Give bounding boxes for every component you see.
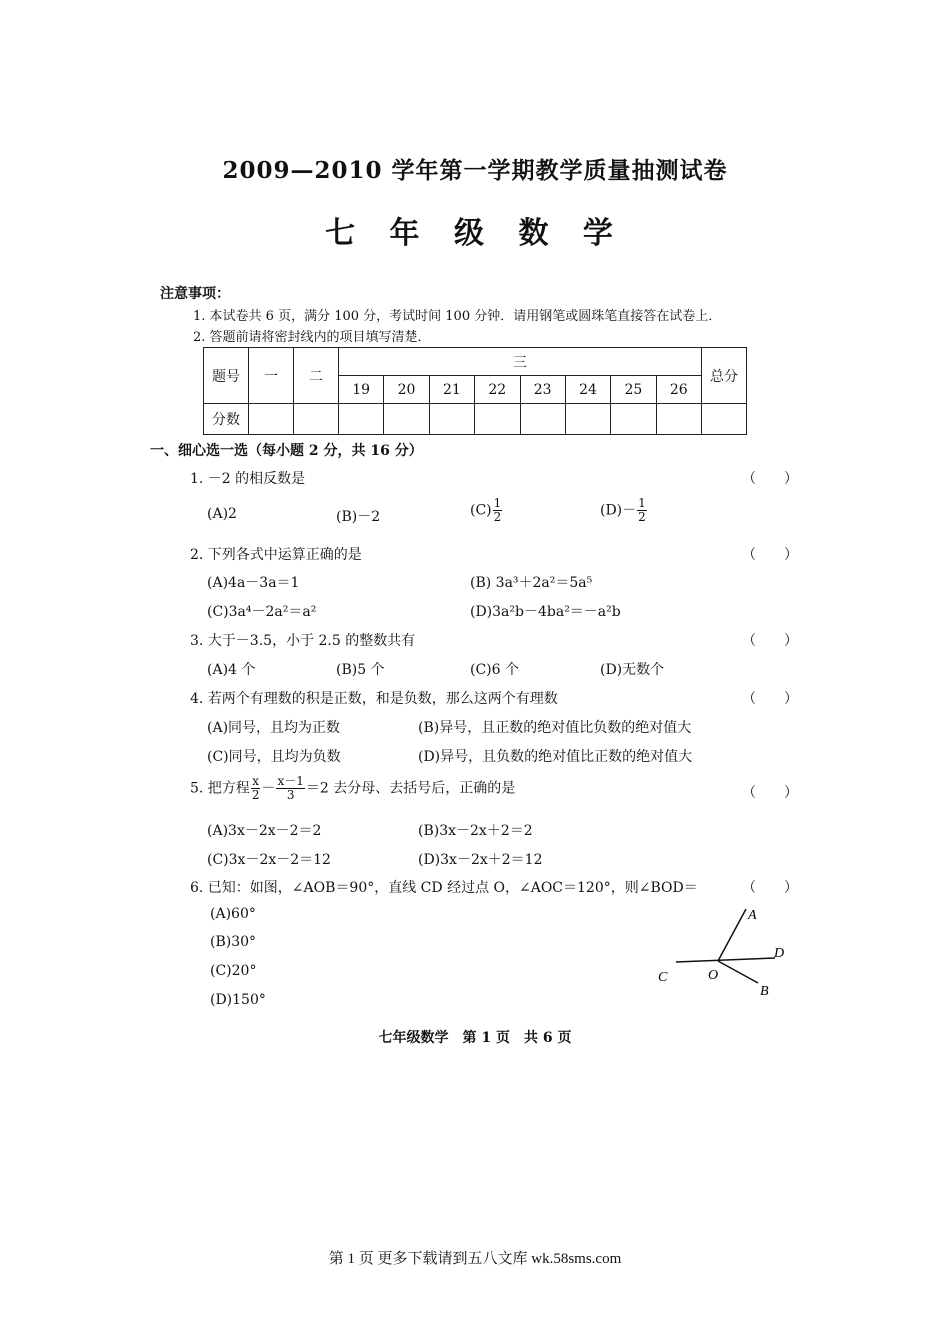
fraction-denominator: 3 <box>286 788 295 802</box>
q1-option-c-prefix: (C) <box>470 502 492 519</box>
score-table-sub-col: 20 <box>384 376 429 404</box>
score-table <box>203 347 747 435</box>
score-cell[interactable] <box>294 404 339 435</box>
q1-option-a: (A)2 <box>207 506 237 522</box>
notice-item-1: 1. 本试卷共 6 页，满分 100 分，考试时间 100 分钟．请用钢笔或圆珠笔直接答在试卷上． <box>193 309 722 324</box>
q5-stem <box>190 775 515 802</box>
q1-option-b: (B)－2 <box>336 509 381 525</box>
q5-option-c: (C)3x－2x－2＝12 <box>207 852 331 868</box>
q1-option-d-prefix: (D)－ <box>600 502 637 519</box>
label-o: O <box>708 968 719 983</box>
score-cell[interactable] <box>339 404 384 435</box>
q2-stem: 2. 下列各式中运算正确的是 <box>190 547 362 563</box>
score-cell[interactable] <box>565 404 610 435</box>
q6-option-d: (D)150° <box>210 992 266 1008</box>
score-table-sub-col: 19 <box>339 376 384 404</box>
q6-answer-paren[interactable]: （ ） <box>742 880 798 896</box>
angle-figure <box>650 895 800 1000</box>
line-cd <box>676 958 775 962</box>
q4-option-b: (B)异号，且正数的绝对值比负数的绝对值大 <box>418 720 692 736</box>
fraction-numerator: 1 <box>493 496 502 510</box>
page-footer: 七年级数学 第 1 页 共 6 页 <box>378 1030 572 1046</box>
q6-stem: 6. 已知：如图，∠AOB＝90°，直线 CD 经过点 O，∠AOC＝120°，则∠BOD＝ <box>190 880 698 896</box>
score-table-sub-col: 22 <box>475 376 520 404</box>
q4-option-a: (A)同号，且均为正数 <box>207 720 341 736</box>
q5-fraction-1 <box>251 775 261 802</box>
label-d: D <box>774 946 785 961</box>
q2-answer-paren[interactable]: （ ） <box>742 547 798 563</box>
fraction-numerator: 1 <box>638 496 646 510</box>
score-cell[interactable] <box>249 404 294 435</box>
score-table-col-two: 二 <box>294 348 339 404</box>
score-table-sub-col: 21 <box>429 376 474 404</box>
score-table-row2-label: 分数 <box>204 404 249 435</box>
label-b: B <box>760 984 769 999</box>
score-cell[interactable] <box>656 404 701 435</box>
fraction-numerator: x <box>252 774 260 788</box>
label-a: A <box>748 908 757 923</box>
score-table-total-label: 总分 <box>702 348 747 404</box>
q4-option-d: (D)异号，且负数的绝对值比正数的绝对值大 <box>418 749 693 765</box>
score-table-sub-col: 23 <box>520 376 565 404</box>
score-table-sub-col: 25 <box>611 376 656 404</box>
label-c: C <box>658 970 668 985</box>
q3-stem: 3. 大于－3.5，小于 2.5 的整数共有 <box>190 633 416 649</box>
score-cell[interactable] <box>384 404 429 435</box>
q5-option-b: (B)3x－2x＋2＝2 <box>418 823 533 839</box>
score-table-col-three: 三 <box>339 348 702 376</box>
q6-option-c: (C)20° <box>210 963 257 979</box>
fraction-denominator: 2 <box>493 510 502 524</box>
q3-option-d: (D)无数个 <box>600 662 665 678</box>
score-table-col-one: 一 <box>249 348 294 404</box>
score-cell[interactable] <box>611 404 656 435</box>
q5-stem-suffix: ＝2 去分母、去括号后，正确的是 <box>305 780 516 797</box>
q5-minus: － <box>261 780 276 797</box>
q5-stem-prefix: 5. 把方程 <box>190 780 250 797</box>
q3-option-b: (B)5 个 <box>336 662 385 678</box>
notice-item-2: 2. 答题前请将密封线内的项目填写清楚． <box>193 330 431 345</box>
fraction-denominator: 2 <box>638 510 646 524</box>
q2-option-b: (B) 3a³＋2a²＝5a⁵ <box>470 575 593 591</box>
ray-oa <box>718 909 746 961</box>
score-cell[interactable] <box>702 404 747 435</box>
q4-stem: 4. 若两个有理数的积是正数，和是负数，那么这两个有理数 <box>190 691 558 707</box>
fraction-denominator: 2 <box>251 788 260 802</box>
score-table-row1-label: 题号 <box>204 348 249 404</box>
download-note: 第 1 页 更多下载请到五八文库 wk.58sms.com <box>328 1251 622 1267</box>
q5-fraction-2 <box>276 775 304 802</box>
ray-ob <box>718 961 758 983</box>
q3-answer-paren[interactable]: （ ） <box>742 633 798 649</box>
score-cell[interactable] <box>475 404 520 435</box>
fraction-numerator: x－1 <box>277 774 304 788</box>
q5-answer-paren[interactable]: （ ） <box>742 785 798 801</box>
notice-heading: 注意事项： <box>160 286 230 302</box>
q2-option-d: (D)3a²b－4ba²＝－a²b <box>470 604 621 620</box>
score-table-sub-col: 26 <box>656 376 701 404</box>
q6-option-b: (B)30° <box>210 934 257 950</box>
q3-option-a: (A)4 个 <box>207 662 256 678</box>
q2-option-a: (A)4a－3a＝1 <box>207 575 300 591</box>
q1-option-d <box>600 497 648 524</box>
q1-option-c-fraction <box>493 497 503 524</box>
q1-answer-paren[interactable]: （ ） <box>742 471 798 487</box>
q2-option-c: (C)3a⁴－2a²＝a² <box>207 604 317 620</box>
score-table-sub-col: 24 <box>565 376 610 404</box>
q4-option-c: (C)同号，且均为负数 <box>207 749 341 765</box>
q3-option-c: (C)6 个 <box>470 662 519 678</box>
q1-option-c <box>470 497 503 524</box>
q1-stem: 1. －2 的相反数是 <box>190 471 306 487</box>
section-1-heading: 一、细心选一选（每小题 2 分，共 16 分） <box>150 443 423 459</box>
score-cell[interactable] <box>520 404 565 435</box>
q1-option-d-fraction <box>637 497 647 524</box>
q5-option-a: (A)3x－2x－2＝2 <box>207 823 322 839</box>
score-cell[interactable] <box>429 404 474 435</box>
q5-option-d: (D)3x－2x＋2＝12 <box>418 852 543 868</box>
exam-title: 2009—2010 学年第一学期教学质量抽测试卷 <box>222 157 728 184</box>
q6-option-a: (A)60° <box>210 906 256 922</box>
q4-answer-paren[interactable]: （ ） <box>742 691 798 707</box>
exam-subtitle: 七 年 级 数 学 <box>325 216 625 251</box>
